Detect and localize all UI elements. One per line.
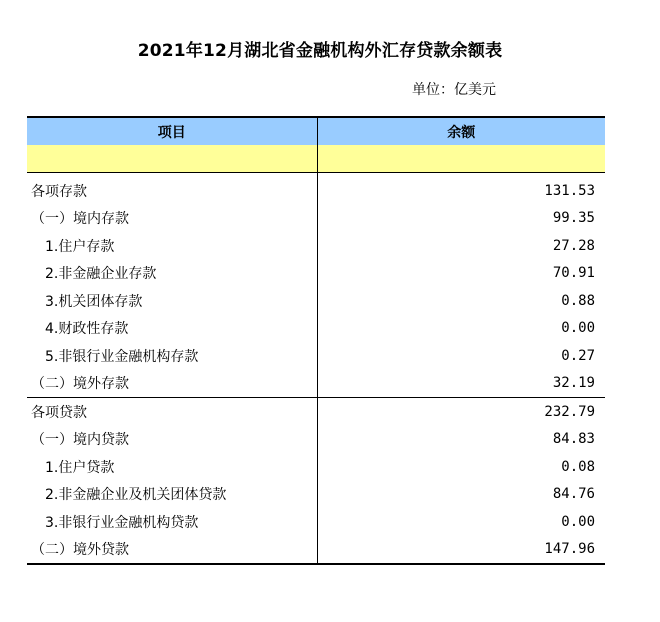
row-value: 0.88 [561,292,595,309]
row-value: 99.35 [552,210,595,227]
row-value: 84.76 [552,486,595,503]
row-label: 1.住户存款 [45,238,115,255]
row-label: 3.非银行业金融机构贷款 [45,514,199,531]
row-label: 5.非银行业金融机构存款 [45,348,199,365]
row-value: 0.00 [561,513,595,530]
balance-table [27,116,605,565]
row-label-cell [27,342,317,370]
table-row [27,453,605,481]
row-label: 1.住户贷款 [45,459,115,476]
row-label-cell [27,315,317,343]
table-header-row [27,117,605,145]
header-blank-cell [27,145,317,173]
table-row [27,260,605,288]
row-value: 32.19 [552,375,595,392]
row-value: 0.08 [561,458,595,475]
row-label-cell [27,260,317,288]
table-row [27,342,605,370]
row-value: 232.79 [317,398,605,426]
table-row [27,398,605,426]
row-value: 84.83 [552,431,595,448]
header-item: 项目 [27,117,317,145]
row-label: 4.财政性存款 [45,321,129,338]
page-title: 2021年12月湖北省金融机构外汇存贷款余额表 [137,41,503,61]
row-value: 27.28 [552,237,595,254]
header-blank-cell [317,145,605,173]
row-label-cell [27,481,317,509]
row-label: （一）境内存款 [27,205,317,233]
table-row [27,536,605,565]
table-row [27,232,605,260]
row-label-cell [27,232,317,260]
row-label: 各项贷款 [27,398,317,426]
table-row [27,426,605,454]
row-label: 2.非金融企业存款 [45,266,157,283]
table-row [27,173,605,205]
row-value: 70.91 [552,265,595,282]
row-label: 各项存款 [27,173,317,205]
unit-label: 单位：亿美元 [412,82,496,98]
row-label: （二）境外贷款 [27,536,317,565]
row-value: 0.00 [561,320,595,337]
table-row [27,370,605,398]
row-value: 131.53 [544,182,595,199]
table-row [27,205,605,233]
row-value: 147.96 [317,536,605,565]
header-balance: 余额 [317,117,605,145]
row-value: 0.27 [561,347,595,364]
table-header-blank-row [27,145,605,173]
row-label-cell [27,287,317,315]
table-row [27,481,605,509]
row-label: （一）境内贷款 [27,426,317,454]
row-label-cell [27,453,317,481]
row-label: 2.非金融企业及机关团体贷款 [45,487,227,504]
table-row [27,508,605,536]
row-label-cell [27,508,317,536]
table-row [27,315,605,343]
row-label: （二）境外存款 [27,370,317,398]
table-row [27,287,605,315]
row-label: 3.机关团体存款 [45,293,143,310]
